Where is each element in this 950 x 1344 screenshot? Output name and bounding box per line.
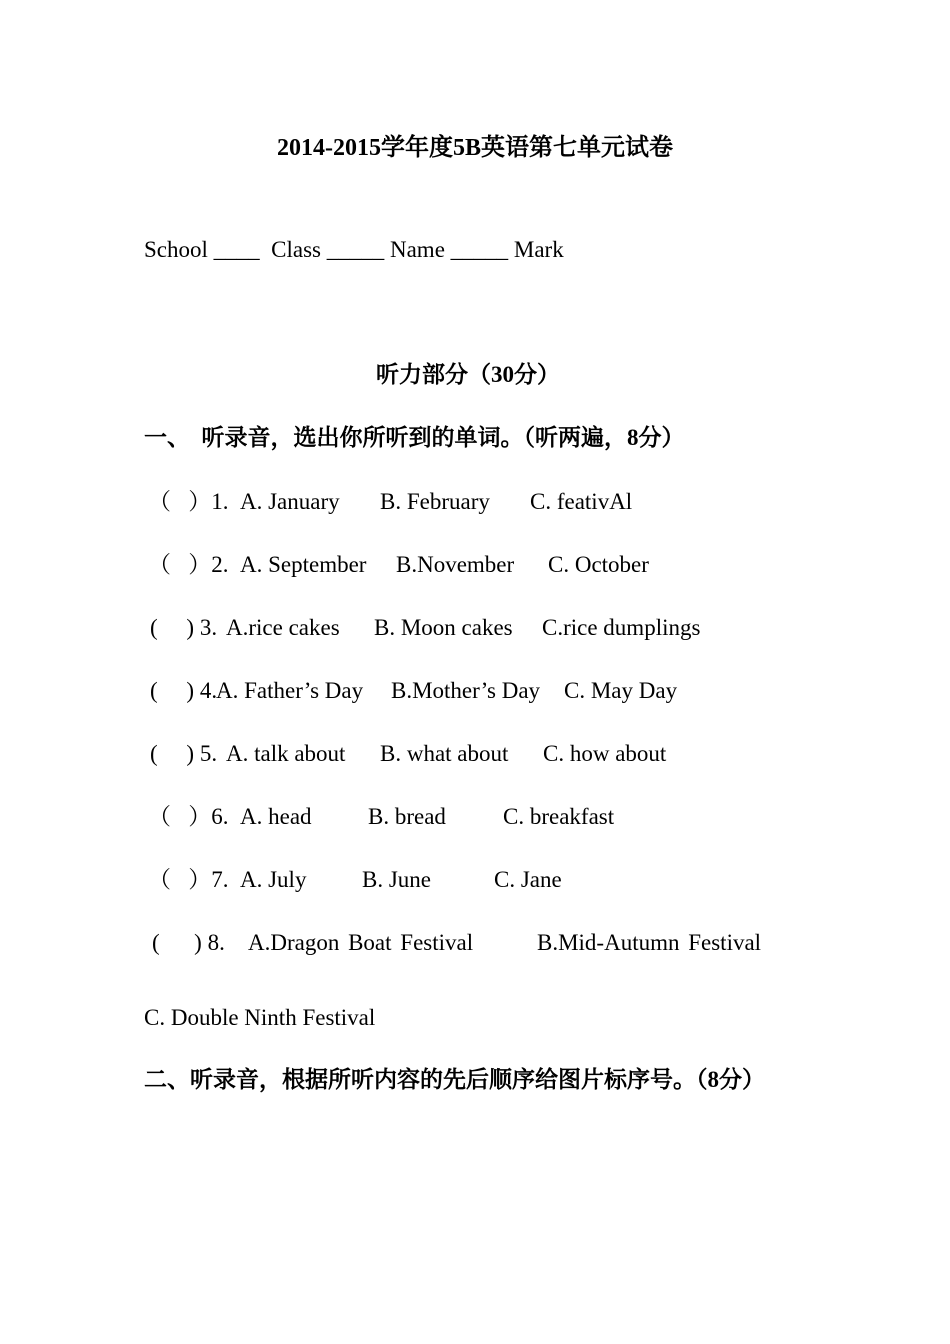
- part2-heading: 二、听录音，根据所听内容的先后顺序给图片标序号。（8分）: [144, 1067, 765, 1092]
- question-2: [148, 553, 848, 583]
- question-5: [150, 742, 850, 772]
- question-2-prefix: （ ）2.: [148, 552, 229, 577]
- question-1-prefix: （ ）1.: [148, 489, 229, 514]
- question-7-option-a: A. July: [240, 867, 307, 892]
- question-4-option-a: A. Father’s Day: [216, 678, 364, 703]
- question-7: [148, 868, 848, 898]
- question-1-option-c: C. feativAl: [530, 489, 633, 514]
- question-5-option-c: C. how about: [543, 741, 667, 766]
- question-4-option-c: C. May Day: [564, 678, 678, 703]
- question-8-prefix: ( ) 8.: [152, 930, 225, 955]
- part1-heading: 一、 听录音，选出你所听到的单词。（听两遍，8分）: [144, 425, 685, 450]
- question-2-option-c: C. October: [548, 552, 649, 577]
- question-1-option-b: B. February: [380, 489, 490, 514]
- question-5-option-b: B. what about: [380, 741, 509, 766]
- question-5-option-a: A. talk about: [226, 741, 346, 766]
- question-5-prefix: ( ) 5.: [150, 741, 218, 766]
- question-3: [150, 616, 850, 646]
- question-6: [148, 805, 848, 835]
- question-4: [150, 679, 850, 709]
- question-4-option-b: B.Mother’s Day: [391, 678, 541, 703]
- question-7-prefix: （ ）7.: [148, 867, 229, 892]
- question-3-option-b: B. Moon cakes: [374, 615, 513, 640]
- question-8-option-b: B.Mid-Autumn Festival: [537, 930, 762, 955]
- question-4-prefix: ( ) 4.: [150, 678, 218, 703]
- listening-section-heading: 听力部分（30分）: [376, 362, 560, 387]
- question-3-prefix: ( ) 3.: [150, 615, 218, 640]
- question-6-option-c: C. breakfast: [503, 804, 615, 829]
- question-8-option-a: A.Dragon Boat Festival: [248, 930, 474, 955]
- question-7-option-c: C. Jane: [494, 867, 562, 892]
- question-8: [152, 931, 852, 961]
- question-1-option-a: A. January: [240, 489, 340, 514]
- question-8-option-c: C. Double Ninth Festival: [144, 1005, 376, 1030]
- question-2-option-b: B.November: [396, 552, 515, 577]
- question-7-option-b: B. June: [362, 867, 431, 892]
- question-6-prefix: （ ）6.: [148, 804, 229, 829]
- question-3-option-c: C.rice dumplings: [542, 615, 701, 640]
- question-3-option-a: A.rice cakes: [226, 615, 340, 640]
- student-info-line: School ____ Class _____ Name _____ Mark: [144, 237, 564, 262]
- page-title: 2014-2015学年度5B英语第七单元试卷: [277, 135, 673, 161]
- question-6-option-a: A. head: [240, 804, 312, 829]
- question-2-option-a: A. September: [240, 552, 367, 577]
- question-6-option-b: B. bread: [368, 804, 446, 829]
- question-1: [148, 490, 848, 520]
